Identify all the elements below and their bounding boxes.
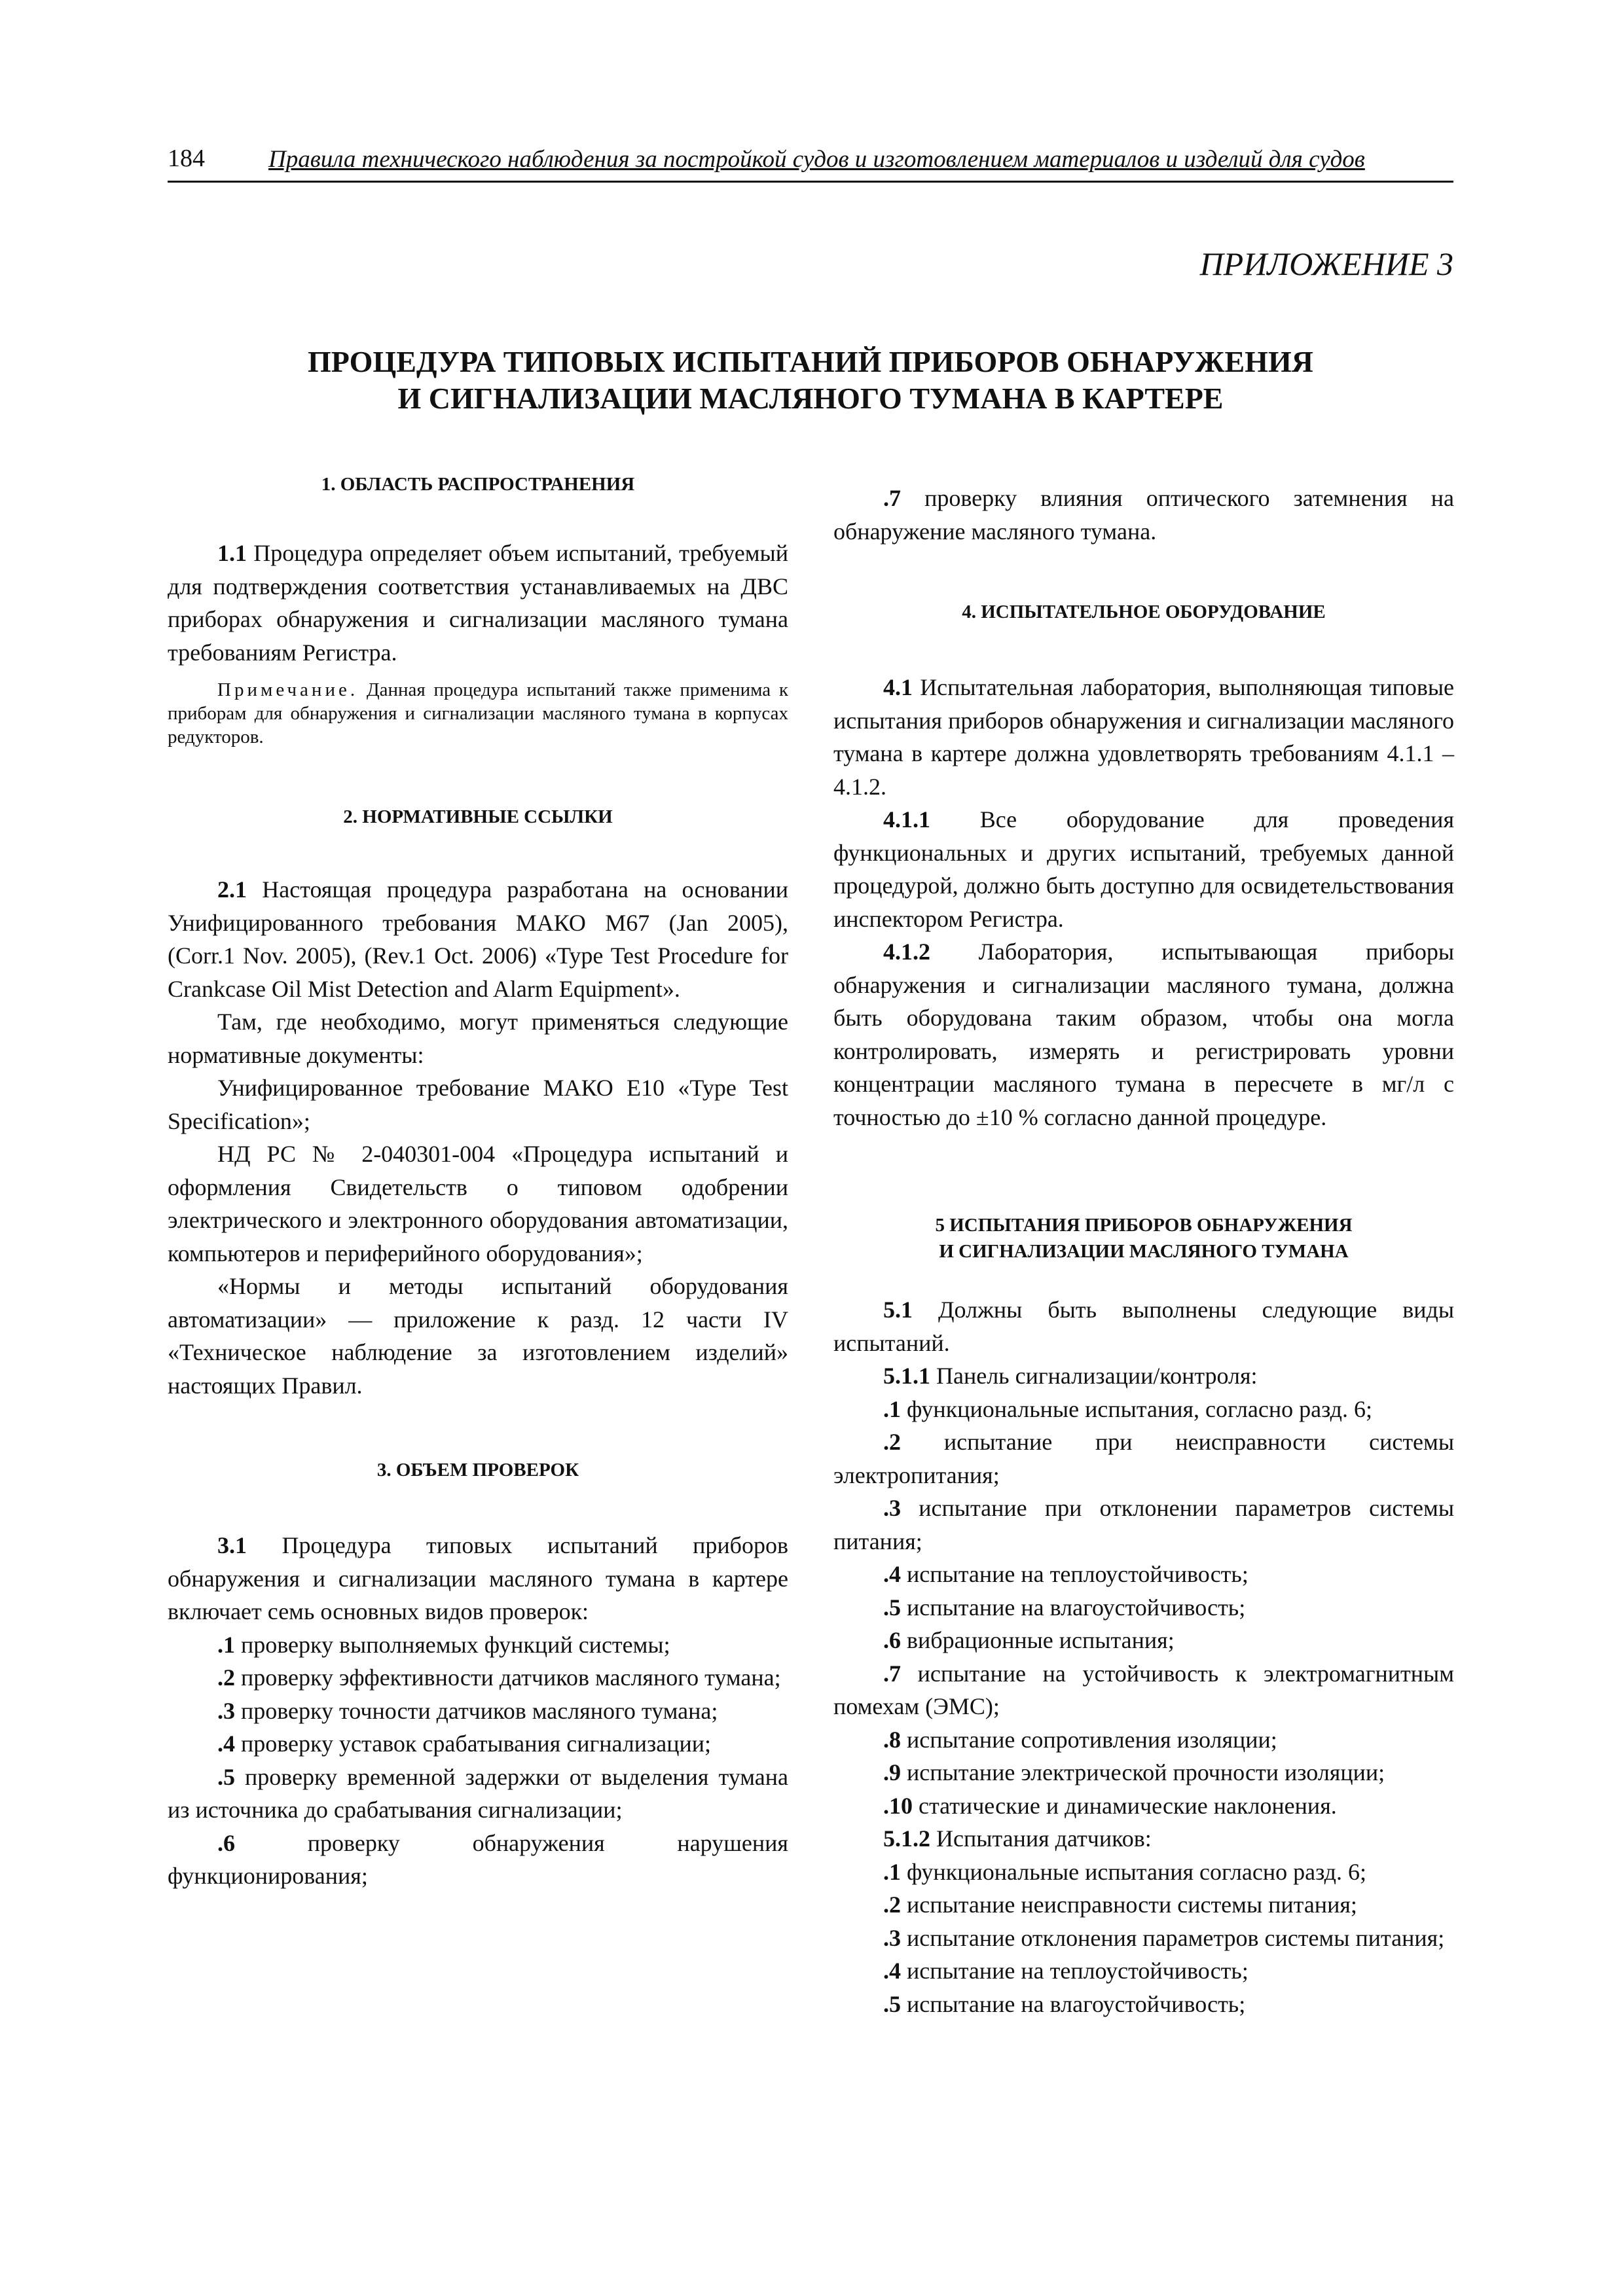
item-text: испытание на теплоустойчивость;: [907, 1958, 1249, 1984]
clause-number: 1.1: [217, 540, 247, 566]
paragraph-3-1: [168, 1529, 788, 1628]
list-item: [833, 1988, 1454, 2021]
running-title: Правила технического наблюдения за постройкой судов и изготовлением материалов и изделий для судов: [268, 146, 1365, 173]
item-text: испытание сопротивления изоляции;: [907, 1726, 1277, 1753]
clause-text: Панель сигнализации/контроля:: [936, 1363, 1258, 1389]
paragraph-2-c: НД РС № 2-040301-004 «Процедура испытаний и оформления Свидетельств о типовом одобрении электрического и электронного оборудования автоматизации, компьютеров и периферийного оборудования»;: [168, 1141, 788, 1266]
list-item: [833, 1657, 1454, 1723]
clause-number: 4.1.1: [883, 806, 930, 833]
note: [168, 678, 788, 749]
paragraph-2-1: [168, 873, 788, 1005]
right-column: [833, 471, 1454, 2020]
item-text: проверку уставок срабатывания сигнализации;: [241, 1731, 712, 1757]
title-line-1: ПРОЦЕДУРА ТИПОВЫХ ИСПЫТАНИЙ ПРИБОРОВ ОБНАРУЖЕНИЯ: [308, 345, 1313, 378]
clause-number: 5.1.1: [883, 1363, 930, 1389]
left-column: [168, 471, 788, 1893]
item-number: .3: [883, 1495, 901, 1521]
note-text: Данная процедура испытаний также применима к приборам для обнаружения и сигнализации масляного тумана в корпусах редукторов.: [168, 679, 789, 747]
item-number: .7: [883, 485, 901, 511]
item-number: .4: [883, 1561, 901, 1587]
page-number: 184: [168, 145, 205, 172]
item-number: .1: [883, 1858, 901, 1885]
item-text: испытание неисправности системы питания;: [907, 1892, 1357, 1918]
item-text: функциональные испытания, согласно разд. 6;: [907, 1395, 1372, 1422]
clause-text: Все оборудование для проведения функциональных и других испытаний, требуемых данной процедурой, должно быть доступно для освидетельствования инспектором Регистра.: [833, 806, 1455, 932]
list-item: [833, 1558, 1454, 1591]
clause-number: 3.1: [217, 1532, 247, 1558]
item-text: проверку обнаружения нарушения функционирования;: [168, 1829, 788, 1889]
clause-number: 5.1.2: [883, 1825, 930, 1852]
list-item: [833, 1756, 1454, 1789]
item-number: .4: [883, 1958, 901, 1984]
list-item: [168, 1695, 788, 1728]
item-number: .3: [217, 1697, 235, 1724]
clause-text: Должны быть выполнены следующие виды испытаний.: [833, 1297, 1455, 1356]
item-text: проверку выполняемых функций системы;: [241, 1631, 670, 1658]
clause-number: 5.1: [883, 1297, 913, 1323]
list-item: [168, 1761, 788, 1827]
item-number: .5: [217, 1763, 235, 1790]
item-text: проверку точности датчиков масляного тумана;: [241, 1697, 718, 1724]
clause-number: 4.1.2: [883, 939, 930, 965]
item-text: испытание при отклонении параметров системы питания;: [833, 1495, 1455, 1554]
list-item: [833, 1624, 1454, 1657]
item-text: статические и динамические наклонения.: [919, 1792, 1337, 1819]
item-number: .1: [883, 1395, 901, 1422]
item-number: .10: [883, 1792, 913, 1819]
paragraph-1-1: [168, 537, 788, 669]
paragraph-4-1-1: [833, 803, 1454, 935]
item-text: проверку временной задержки от выделения тумана из источника до срабатывания сигнализации;: [168, 1763, 789, 1823]
section-4-heading: 4. ИСПЫТАТЕЛЬНОЕ ОБОРУДОВАНИЕ: [962, 601, 1326, 622]
clause-text: Процедура определяет объем испытаний, требуемый для подтверждения соответствия устанавливаемых на ДВС приборах обнаружения и сигнализации масляного тумана требованиям Регистра.: [168, 540, 789, 666]
list-item: [833, 1856, 1454, 1889]
paragraph-5-1-2: [833, 1822, 1454, 1856]
paragraph-2-a: Там, где необходимо, могут применяться следующие нормативные документы:: [168, 1009, 788, 1068]
item-number: .5: [883, 1990, 901, 2017]
section-5-heading-line-2: И СИГНАЛИЗАЦИИ МАСЛЯНОГО ТУМАНА: [939, 1241, 1349, 1262]
item-text: испытание отклонения параметров системы питания;: [907, 1924, 1445, 1951]
list-item: [833, 482, 1454, 548]
paragraph-2-b: Унифицированное требование МАКО Е10 «Type Test Specification»;: [168, 1075, 788, 1134]
clause-text: Процедура типовых испытаний приборов обнаружения и сигнализации масляного тумана в картере включает семь основных видов проверок:: [168, 1532, 788, 1624]
list-item: [168, 1661, 788, 1695]
list-item: [833, 1888, 1454, 1922]
item-text: вибрационные испытания;: [907, 1627, 1175, 1653]
clause-number: 2.1: [217, 876, 247, 903]
note-label: Примечание.: [217, 679, 359, 700]
list-item: [833, 1492, 1454, 1558]
clause-text: Настоящая процедура разработана на основании Унифицированного требования МАКО М67 (Jan 2005), (Corr.1 Nov. 2005), (Rev.1 Oct. 2006) «Type Test Procedure for Crankcase Oil Mist Detection and Alarm Equipment».: [168, 876, 788, 1002]
item-text: испытание электрической прочности изоляции;: [907, 1759, 1385, 1785]
appendix-label: ПРИЛОЖЕНИЕ 3: [1199, 245, 1453, 282]
item-number: .7: [883, 1660, 901, 1687]
item-number: .5: [883, 1594, 901, 1621]
item-number: .3: [883, 1924, 901, 1951]
item-number: .2: [217, 1664, 235, 1691]
list-item: [833, 1393, 1454, 1426]
paragraph-5-1: [833, 1293, 1454, 1359]
item-text: испытание на теплоустойчивость;: [907, 1561, 1249, 1587]
item-text: испытание при неисправности системы электропитания;: [833, 1429, 1454, 1488]
section-2-heading: 2. НОРМАТИВНЫЕ ССЫЛКИ: [343, 806, 613, 827]
list-item: [833, 1426, 1454, 1492]
clause-text: Испытательная лаборатория, выполняющая типовые испытания приборов обнаружения и сигнализации масляного тумана в картере должна удовлетворять требованиям 4.1.1 – 4.1.2.: [833, 674, 1455, 800]
item-text: проверку эффективности датчиков масляного тумана;: [241, 1664, 781, 1691]
item-number: .4: [217, 1731, 235, 1757]
item-text: проверку влияния оптического затемнения на обнаружение масляного тумана.: [833, 485, 1455, 545]
item-text: испытание на устойчивость к электромагнитным помехам (ЭМС);: [833, 1660, 1455, 1719]
paragraph-2-d: «Нормы и методы испытаний оборудования автоматизации» — приложение к разд. 12 части IV «Техническое наблюдение за изготовлением изделий» настоящих Правил.: [168, 1273, 788, 1399]
paragraph-4-1-2: [833, 935, 1454, 1134]
list-item: [168, 1827, 788, 1893]
section-5-heading-line-1: 5 ИСПЫТАНИЯ ПРИБОРОВ ОБНАРУЖЕНИЯ: [935, 1215, 1353, 1236]
running-header: [168, 140, 1453, 183]
clause-number: 4.1: [883, 674, 913, 700]
item-number: .8: [883, 1726, 901, 1753]
clause-text: Испытания датчиков:: [936, 1825, 1152, 1852]
clause-text: Лаборатория, испытывающая приборы обнаружения и сигнализации масляного тумана, должна быть оборудована таким образом, чтобы она могла контролировать, измерять и регистрировать уровни концентрации масляного тумана в пересчете в мг/л с точностью до ±10 % согласно данной процедуре.: [833, 939, 1455, 1130]
paragraph-5-1-1: [833, 1359, 1454, 1393]
item-number: .2: [883, 1892, 901, 1918]
item-number: .6: [883, 1627, 901, 1653]
section-5-heading: [833, 1212, 1454, 1265]
section-3-heading: 3. ОБЪЕМ ПРОВЕРОК: [376, 1460, 579, 1480]
paragraph-4-1: [833, 671, 1454, 803]
list-item: [168, 1727, 788, 1761]
item-text: испытание на влагоустойчивость;: [907, 1594, 1246, 1621]
list-item: [833, 1954, 1454, 1988]
list-item: [833, 1591, 1454, 1624]
item-number: .2: [883, 1429, 901, 1455]
item-text: функциональные испытания согласно разд. 6;: [907, 1858, 1366, 1885]
list-item: [833, 1789, 1454, 1823]
item-number: .1: [217, 1631, 235, 1658]
item-number: .6: [217, 1829, 235, 1856]
section-1-heading: 1. ОБЛАСТЬ РАСПРОСТРАНЕНИЯ: [321, 474, 635, 495]
item-number: .9: [883, 1759, 901, 1785]
list-item: [833, 1922, 1454, 1955]
document-title: [168, 344, 1453, 417]
item-text: испытание на влагоустойчивость;: [907, 1990, 1246, 2017]
list-item: [168, 1628, 788, 1662]
title-line-2: И СИГНАЛИЗАЦИИ МАСЛЯНОГО ТУМАНА В КАРТЕРЕ: [397, 382, 1224, 415]
list-item: [833, 1723, 1454, 1757]
